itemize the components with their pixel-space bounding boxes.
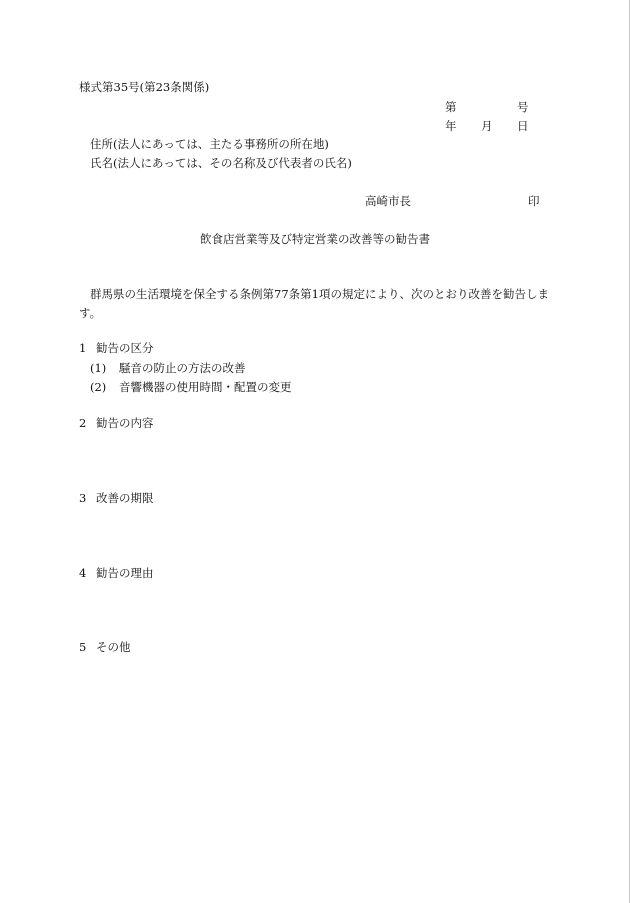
list-item-number: (2) <box>90 380 107 394</box>
section-heading: その他 <box>96 640 131 654</box>
section-heading: 勧告の内容 <box>96 416 154 430</box>
form-number: 様式第35号(第23条関係) <box>79 80 210 94</box>
recipient-address-label: 住所(法人にあっては、主たる事務所の所在地) <box>90 137 329 151</box>
date-day: 日 <box>517 119 529 133</box>
list-item-text: 騒音の防止の方法の改善 <box>119 361 246 375</box>
section-heading: 勧告の理由 <box>96 566 154 580</box>
document-title: 飲食店営業等及び特定営業の改善等の勧告書 <box>200 232 430 246</box>
section-heading: 勧告の区分 <box>96 341 154 355</box>
date-year: 年 <box>445 119 457 133</box>
list-item-number: (1) <box>90 361 107 375</box>
document-number-suffix: 号 <box>517 100 529 114</box>
document-number-prefix: 第 <box>445 100 457 114</box>
date-month: 月 <box>481 119 493 133</box>
seal-mark: 印 <box>528 194 540 208</box>
section-number: 2 <box>79 416 87 430</box>
sender-title: 高崎市長 <box>365 194 411 208</box>
body-text: 群馬県の生活環境を保全する条例第77条第1項の規定により、次のとおり改善を勧告します。 <box>79 287 549 320</box>
section-number: 5 <box>79 640 87 654</box>
recipient-name-label: 氏名(法人にあっては、その名称及び代表者の氏名) <box>90 156 352 170</box>
list-item-text: 音響機器の使用時間・配置の変更 <box>119 380 292 394</box>
section-heading: 改善の期限 <box>96 491 154 505</box>
section-number: 3 <box>79 491 87 505</box>
section-number: 4 <box>79 566 87 580</box>
section-number: 1 <box>79 341 87 355</box>
